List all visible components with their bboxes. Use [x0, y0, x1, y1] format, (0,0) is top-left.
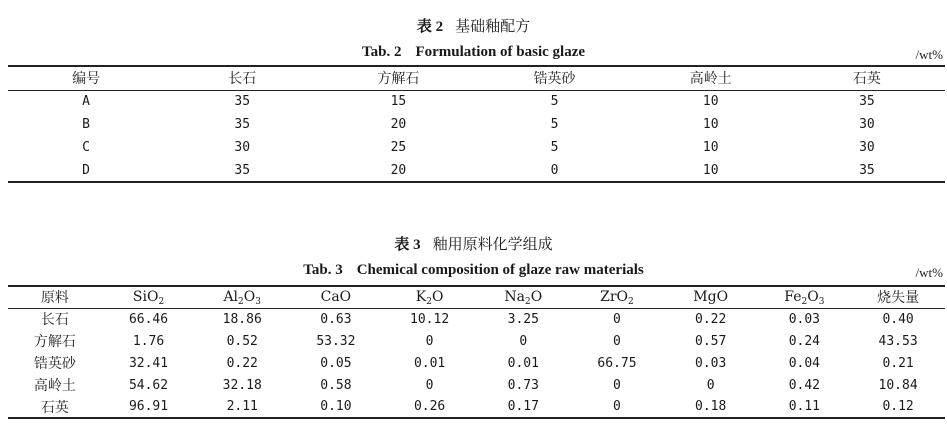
header-formula-part: MgO	[693, 289, 729, 306]
table3-cell: 96.91	[128, 399, 169, 414]
table3-material-cell: 锆英砂	[33, 356, 76, 372]
table3-cell: 66.46	[128, 311, 169, 327]
table2-cell: 35	[859, 94, 875, 110]
table3-cell: 0.01	[413, 355, 446, 371]
header-formula-part: Fe	[784, 289, 802, 306]
header-formula-part: O	[530, 289, 543, 306]
table2-cell: 10	[702, 162, 719, 178]
table3-cell: 0.12	[882, 399, 914, 414]
header-formula-part: 原料	[40, 290, 69, 307]
table3-cell: 53.32	[316, 333, 356, 349]
header-subscript: 2	[524, 297, 531, 308]
table3-cell: 0.05	[320, 355, 352, 371]
table3-cell: 0	[613, 311, 621, 327]
table3-cell: 0.01	[507, 355, 539, 371]
table3-cell: 0.04	[788, 355, 820, 371]
table2-cell: 30	[859, 140, 875, 155]
header-formula-part: 烧失量	[877, 290, 920, 307]
header-formula-part: K	[415, 289, 427, 306]
table3-cell: 0	[706, 377, 715, 393]
table3-cell: 0.22	[226, 355, 258, 371]
table3-header-cell	[195, 286, 289, 308]
table3-cell: 10.84	[878, 377, 918, 393]
table2-cell: 35	[859, 162, 875, 178]
table-row	[8, 330, 945, 352]
table3-caption-zh	[0, 235, 947, 254]
table3-cell: 0	[519, 333, 528, 349]
header-formula-part: O	[243, 289, 256, 306]
table3-unit: /wt%	[915, 265, 943, 280]
table3-cell: 0.22	[695, 311, 727, 327]
table3	[8, 285, 945, 419]
table2	[8, 65, 945, 183]
table3-material-cell: 高岭土	[33, 378, 76, 394]
table3-header-cell	[289, 286, 383, 308]
table-row	[8, 308, 945, 330]
table2-cell: 25	[390, 140, 407, 155]
table3-header-cell	[383, 286, 477, 308]
table2-cell: 5	[550, 94, 559, 110]
table3-header-cell	[476, 286, 570, 308]
table3-cell: 32.41	[128, 355, 169, 371]
table2-cell: B	[82, 117, 90, 132]
table2-caption-en	[0, 43, 947, 61]
header-subscript: 3	[818, 297, 825, 308]
table3-cell: 0.73	[507, 377, 539, 393]
header-subscript: 2	[628, 297, 634, 308]
header-subscript: 2	[426, 297, 432, 308]
table3-cell: 0	[613, 333, 621, 349]
header-formula-part: O	[431, 289, 444, 306]
table3-cell: 10.12	[410, 311, 450, 327]
table3-cell: 0	[425, 377, 434, 393]
header-subscript: 2	[801, 297, 808, 308]
table2-cell: 35	[234, 117, 251, 132]
table3-cell: 0.42	[788, 377, 820, 393]
table3-cell: 32.18	[222, 377, 262, 393]
table3-cell: 0.58	[320, 377, 352, 393]
table3-cell: 0.24	[788, 333, 820, 349]
header-formula-part: Al	[223, 289, 239, 306]
table3-cell: 66.75	[597, 355, 637, 371]
table2-caption-en-text: Formulation of basic glaze	[415, 44, 586, 60]
table3-material-cell: 长石	[40, 312, 69, 329]
table3-header-cell	[8, 286, 102, 308]
table2-cell: 30	[859, 117, 875, 132]
table2-header-cell: 石英	[852, 71, 881, 88]
table2-cell: 20	[390, 117, 407, 132]
table3-material-cell: 石英	[40, 399, 69, 416]
table2-cell: 35	[234, 162, 251, 178]
table3-cell: 0.57	[695, 333, 727, 349]
table2-caption-zh	[0, 17, 947, 36]
table2-caption-en-number: Tab. 2	[361, 44, 402, 60]
table2-cell: 10	[702, 117, 719, 132]
table-row	[8, 396, 945, 418]
table3-cell: 0.63	[320, 311, 352, 327]
table3-cell: 0.26	[413, 399, 446, 414]
table2-cell: 0	[550, 162, 559, 178]
table2-body	[8, 90, 945, 182]
table2-caption-zh-number: 表 2	[416, 19, 444, 35]
table3-cell: 43.53	[878, 333, 918, 349]
table2-header-cell: 编号	[72, 71, 101, 88]
table2-header-cell: 高岭土	[689, 71, 732, 88]
table2-cell: 30	[234, 140, 251, 155]
table2-header-cell: 方解石	[377, 71, 420, 88]
table3-caption-zh-number: 表 3	[394, 237, 421, 253]
table2-cell: 5	[550, 117, 559, 132]
table3-cell: 0.11	[788, 399, 820, 414]
table2-cell: 35	[234, 94, 251, 110]
table2-cell: 15	[390, 94, 407, 110]
table2-unit: /wt%	[915, 47, 943, 62]
table3-material-cell: 方解石	[33, 334, 76, 350]
table3-header-cell	[664, 286, 758, 308]
table-row	[8, 159, 945, 182]
table3-cell: 0.03	[695, 355, 727, 371]
table2-cell: C	[82, 140, 90, 155]
table3-cell: 0.03	[788, 311, 820, 327]
table3-block	[0, 226, 947, 431]
table-row	[8, 90, 945, 113]
header-formula-part: ZrO	[600, 289, 629, 306]
table3-header-cell	[102, 286, 196, 308]
table2-cell: 5	[550, 140, 559, 155]
header-subscript: 2	[238, 297, 244, 308]
header-subscript: 3	[255, 297, 261, 308]
header-formula-part: Na	[504, 289, 525, 306]
table2-cell: A	[82, 94, 90, 110]
table2-header-cell: 锆英砂	[533, 71, 576, 88]
table-row	[8, 374, 945, 396]
table3-cell: 0.21	[882, 355, 914, 371]
table2-caption-zh-text: 基础釉配方	[455, 17, 531, 35]
table3-cell: 18.86	[222, 311, 262, 327]
table3-header-cell	[570, 286, 664, 308]
table2-block	[0, 0, 947, 195]
table3-cell: 0	[425, 333, 434, 349]
table2-cell: 10	[702, 140, 719, 155]
table3-body	[8, 308, 945, 418]
table3-caption-en-text: Chemical composition of glaze raw materials	[356, 262, 644, 278]
table2-cell: 10	[702, 94, 719, 110]
table-row	[8, 352, 945, 374]
table-row	[8, 136, 945, 159]
table3-cell: 0.40	[882, 311, 914, 327]
table-row	[8, 113, 945, 136]
table3-cell: 54.62	[128, 377, 169, 393]
table2-header-cell: 长石	[228, 71, 257, 88]
table3-cell: 0.18	[695, 399, 727, 414]
table3-caption-en	[0, 261, 947, 279]
table3-cell: 0	[613, 377, 621, 393]
table3-cell: 3.25	[507, 311, 539, 327]
table2-cell: 20	[390, 162, 407, 178]
header-formula-part: O	[807, 289, 819, 306]
table3-cell: 0.10	[320, 399, 352, 414]
table3-header-row	[8, 286, 945, 308]
table3-cell: 0	[613, 399, 621, 414]
table3-header-cell	[758, 286, 852, 308]
table3-cell: 2.11	[226, 399, 258, 414]
table2-cell: D	[82, 162, 90, 178]
header-formula-part: CaO	[320, 289, 352, 306]
header-subscript: 2	[158, 297, 165, 308]
table3-caption-zh-text: 釉用原料化学组成	[432, 235, 553, 253]
table2-header-row	[8, 66, 945, 90]
table3-cell: 0.17	[507, 399, 539, 414]
table3-header-cell	[851, 286, 945, 308]
table3-cell: 0.52	[226, 333, 258, 349]
header-formula-part: SiO	[132, 289, 159, 306]
table3-caption-en-number: Tab. 3	[303, 262, 343, 278]
table3-cell: 1.76	[132, 333, 165, 349]
